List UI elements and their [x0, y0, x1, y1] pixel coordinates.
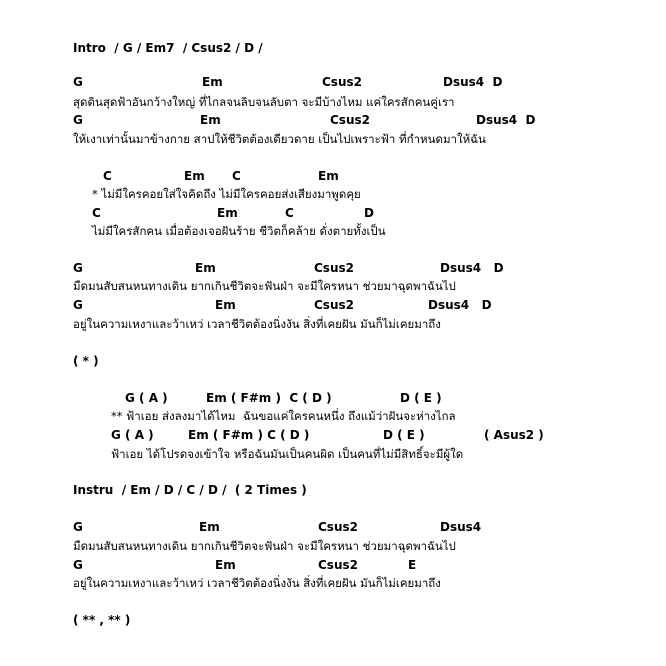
lyric-line: ให้เงาเท่านั้นมาข้างกาย สาปให้ชีวิตต้องเดียวดาย เป็นไปเพราะฟ้า ที่กำหนดมาให้ฉัน	[73, 132, 486, 146]
chord: C	[285, 206, 294, 220]
chord: Em ( F#m ) C ( D )	[206, 391, 332, 405]
chord: Em	[318, 169, 339, 183]
chord: Csus2	[330, 113, 370, 127]
lyric-line: ไม่มีใครสักคน เมื่อต้องเจอฝันร้าย ชีวิตก็คล้าย ดั่งตายทั้งเป็น	[92, 224, 386, 238]
chord: G	[73, 113, 83, 127]
chord: Em	[199, 520, 220, 534]
chord: E	[408, 558, 417, 572]
chord: Dsus4 D	[476, 113, 536, 127]
chord: D	[364, 206, 374, 220]
chord: Em	[200, 113, 221, 127]
repeat-marker: ( * )	[73, 354, 99, 368]
lyric-line: สุดดินสุดฟ้าอันกว้างใหญ่ ที่ไกลจนลิบจนลับตา จะมีบ้างไหม แค่ใครสักคนคู่เรา	[73, 95, 455, 109]
chord: G	[73, 558, 83, 572]
lyric-line: ฟ้าเอย ได้โปรดจงเข้าใจ หรือฉันมันเป็นคนผิด เป็นคนที่ไม่มีสิทธิ์จะมีผู้ใด	[111, 447, 464, 461]
chord: Dsus4 D	[428, 298, 492, 312]
chord: Csus2	[318, 520, 358, 534]
chord: Dsus4	[440, 520, 482, 534]
chord: C	[92, 206, 101, 220]
chord: Em	[217, 206, 238, 220]
chord: C	[232, 169, 241, 183]
chord: G ( A )	[125, 391, 168, 405]
chord: Em	[195, 261, 216, 275]
chord: Csus2	[314, 261, 354, 275]
chord: G	[73, 520, 83, 534]
chord: Em	[215, 558, 236, 572]
lyric-line: มืดมนสับสนหนทางเดิน ยากเกินชีวิตจะฟันฝ่า จะมีใครหนา ช่วยมาฉุดพาฉันไป	[73, 539, 456, 553]
chord: Em	[202, 75, 223, 89]
chord: ( Asus2 )	[484, 428, 544, 442]
lyric-line: มืดมนสับสนหนทางเดิน ยากเกินชีวิตจะฟันฝ่า จะมีใครหนา ช่วยมาฉุดพาฉันไป	[73, 279, 456, 293]
chord: Csus2	[314, 298, 354, 312]
chord: G ( A )	[111, 428, 154, 442]
chord: G	[73, 75, 83, 89]
chord: Dsus4 D	[443, 75, 503, 89]
chord: Csus2	[318, 558, 358, 572]
chord: Em	[184, 169, 205, 183]
chord: G	[73, 261, 83, 275]
chord: C	[103, 169, 112, 183]
lyric-line: อยู่ในความเหงาและว้าเหว่ เวลาชีวิตต้องนิ่งงัน สิ่งที่เคยฝัน มันก็ไม่เคยมาถึง	[73, 317, 441, 331]
chord: Dsus4 D	[440, 261, 504, 275]
instru-line: Instru / Em / D / C / D / ( 2 Times )	[73, 483, 307, 497]
lyric-line: อยู่ในความเหงาและว้าเหว่ เวลาชีวิตต้องนิ่งงัน สิ่งที่เคยฝัน มันก็ไม่เคยมาถึง	[73, 576, 441, 590]
intro-line: Intro / G / Em7 / Csus2 / D /	[73, 41, 263, 55]
chord: Em ( F#m ) C ( D )	[188, 428, 310, 442]
repeat-marker: ( ** , ** )	[73, 613, 131, 627]
chord: D ( E )	[400, 391, 442, 405]
chord: D ( E )	[383, 428, 425, 442]
lyric-line: * ไม่มีใครคอยใส่ใจคิดถึง ไม่มีใครคอยส่งเสียงมาพูดคุย	[92, 187, 361, 201]
chord: G	[73, 298, 83, 312]
lyric-line: ** ฟ้าเอย ส่งลงมาได้ไหม ฉันขอแค่ใครคนหนึ่ง ถึงแม้ว่าฝันจะห่างไกล	[111, 409, 456, 423]
chord: Em	[215, 298, 236, 312]
chord: Csus2	[322, 75, 362, 89]
